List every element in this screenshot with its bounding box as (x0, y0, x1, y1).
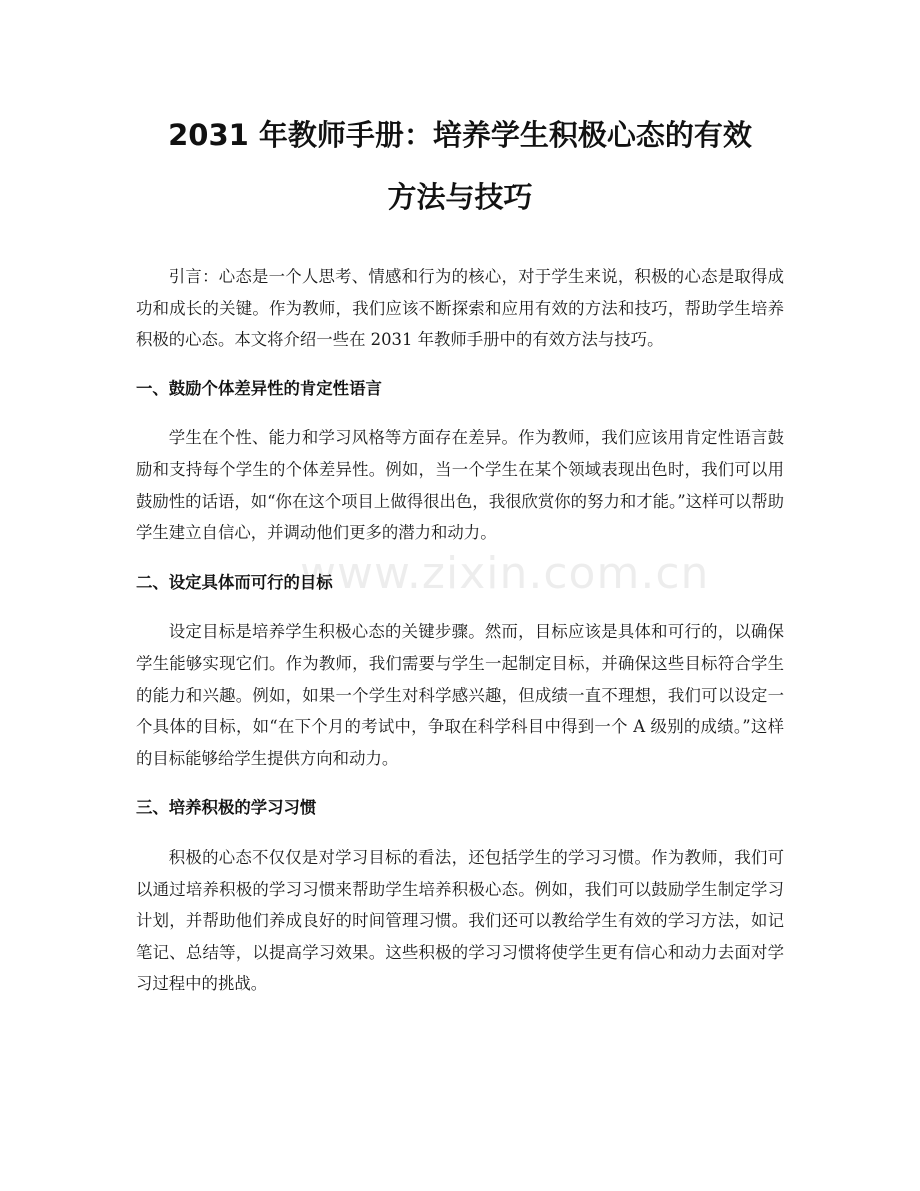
section-1-paragraph: 学生在个性、能力和学习风格等方面存在差异。作为教师，我们应该用肯定性语言鼓励和支持每个学生的个体差异性。例如，当一个学生在某个领域表现出色时，我们可以用鼓励性的话语，如“你在这个项目上做得很出色，我很欣赏你的努力和才能。”这样可以帮助学生建立自信心，并调动他们更多的潜力和动力。 (136, 428, 784, 543)
intro-paragraph: 引言：心态是一个人思考、情感和行为的核心，对于学生来说，积极的心态是取得成功和成长的关键。作为教师，我们应该不断探索和应用有效的方法和技巧，帮助学生培养积极的心态。本文将介绍一些在 2031 年教师手册中的有效方法与技巧。 (136, 267, 784, 350)
watermark: www.zixin.com.cn (300, 548, 710, 599)
section-1-heading: 一、鼓励个体差异性的肯定性语言 (136, 378, 382, 398)
section-3-paragraph: 积极的心态不仅仅是对学习目标的看法，还包括学生的学习习惯。作为教师，我们可以通过培养积极的学习习惯来帮助学生培养积极心态。例如，我们可以鼓励学生制定学习计划，并帮助他们养成良好的时间管理习惯。我们还可以教给学生有效的学习方法，如记笔记、总结等，以提高学习效果。这些积极的学习习惯将使学生更有信心和动力去面对学习过程中的挑战。 (136, 847, 784, 994)
title-line-1: 2031 年教师手册：培养学生积极心态的有效 (168, 118, 752, 152)
document-body (136, 104, 784, 1000)
title-line-2: 方法与技巧 (387, 180, 533, 214)
section-2-heading: 二、设定具体而可行的目标 (136, 572, 333, 592)
section-3-heading: 三、培养积极的学习习惯 (136, 798, 317, 818)
document-title (136, 104, 784, 228)
section-2-paragraph: 设定目标是培养学生积极心态的关键步骤。然而，目标应该是具体和可行的，以确保学生能够实现它们。作为教师，我们需要与学生一起制定目标，并确保这些目标符合学生的能力和兴趣。例如，如果一个学生对科学感兴趣，但成绩一直不理想，我们可以设定一个具体的目标，如“在下个月的考试中，争取在科学科目中得到一个 A 级别的成绩。”这样的目标能够给学生提供方向和动力。 (136, 622, 784, 768)
